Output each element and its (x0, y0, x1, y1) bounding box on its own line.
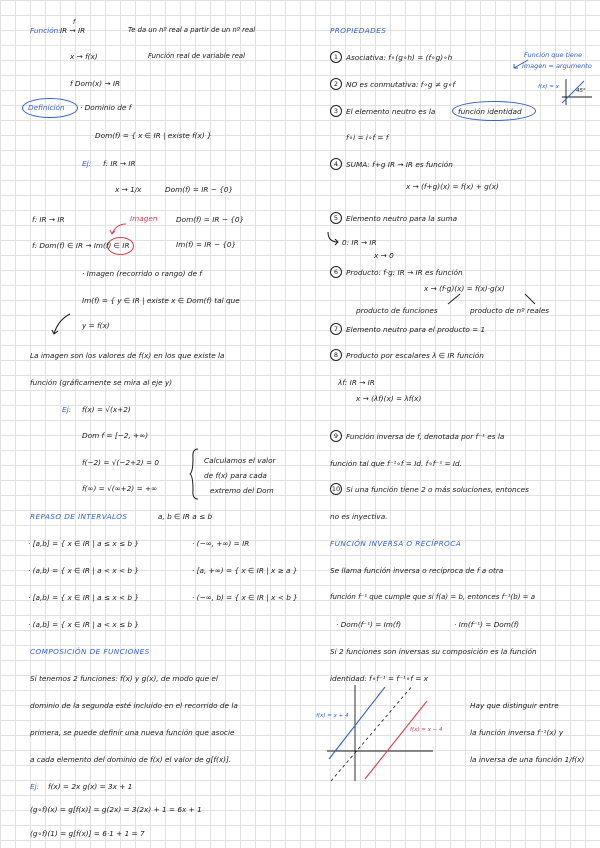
y-eq: y = f(x) (82, 321, 110, 330)
im-def-curved-arrow (50, 312, 72, 336)
circled-number-7: 7 (330, 323, 342, 335)
inversa-text-3: · Dom(f⁻¹) = Im(f) (336, 620, 402, 629)
inversa-text-4: · Im(f⁻¹) = Dom(f) (454, 620, 520, 629)
prop-4-formula: x → (f+g)(x) = f(x) + g(x) (406, 182, 499, 191)
repaso-header: REPASO DE INTERVALOS (30, 512, 128, 521)
imagen-pointer-arrow (108, 222, 128, 236)
inversa-text-2: función f⁻¹ que cumple que si f(a) = b, entonces f⁻¹(b) = a (330, 593, 536, 601)
fx-expr: x → f(x) (70, 52, 98, 61)
inversa-text-1: Se llama función inversa o recíproca de f a otra (330, 566, 504, 575)
inversa-text-6: identidad: f∘f⁻¹ = f⁻¹∘f = x (330, 674, 428, 683)
function-f-over-arrow: f (73, 19, 76, 26)
prop-8-map: λf: IR → IR (338, 378, 375, 387)
composicion-text-3: primera, se puede definir una nueva función que asocie (30, 728, 235, 737)
interval-4: · [a, +∞) = { x ∈ IR | x ≥ a } (192, 566, 298, 575)
prop-1: Asociativa: f∘(g∘h) = (f∘g)∘h (346, 53, 453, 62)
prop-3: El elemento neutro es la (346, 107, 436, 116)
ej3-defs: f(x) = 2x g(x) = 3x + 1 (48, 782, 133, 791)
identity-graph-label: f(x) = x (538, 84, 559, 90)
dom-right1: Dom(f) = IR − {0} (176, 215, 245, 224)
calc-note-1: Calculamos el valor (204, 456, 276, 465)
ej1-rule: x → 1/x (115, 185, 142, 194)
imagen-red-label: Imagen (130, 214, 158, 223)
prop-9-line-2: función tal que f⁻¹∘f = Id. f∘f⁻¹ = Id. (330, 459, 463, 468)
prop-5-map: 0: IR → IR (342, 238, 377, 247)
distinguir-1: Hay que distinguir entre (470, 701, 559, 710)
interval-5: · [a,b) = { x ∈ IR | a ≤ x < b } (28, 593, 139, 602)
ej2-f: f(x) = √(x+2) (82, 405, 131, 414)
inverse-graph-red-label: f(x) = x − 4 (410, 727, 443, 733)
prop-10-line-2: no es inyectiva. (330, 512, 388, 521)
repaso-cond: a, b ∈ IR a ≤ b (158, 512, 213, 521)
propiedades-header: PROPIEDADES (330, 26, 387, 35)
circled-number-9: 9 (330, 430, 342, 442)
prop-6-note-2: producto de nº reales (470, 306, 550, 315)
circled-number-2: 2 (330, 78, 342, 90)
f-ir-ir: f: IR → IR (32, 215, 65, 224)
definicion-label: Definición (28, 103, 65, 112)
funcion-desc: Te da un nº real a partir de un nº real (128, 26, 256, 34)
prop-4: SUMA: f+g IR → IR es función (346, 160, 453, 169)
composicion-text-2: dominio de la segunda esté incluido en el recorrido de la (30, 701, 238, 710)
composicion-header: COMPOSICIÓN DE FUNCIONES (30, 647, 150, 656)
calc-note-3: extremo del Dom (210, 486, 274, 495)
distinguir-2: la función inversa f⁻¹(x) y (470, 728, 564, 737)
ej2-f1: f(−2) = √(−2+2) = 0 (82, 458, 160, 467)
circled-number-5: 5 (330, 212, 342, 224)
funcion-label: Función: (30, 26, 61, 35)
interval-6: · (−∞, b) = { x ∈ IR | x < b } (192, 593, 298, 602)
ej2-dom: Dom f = [−2, +∞) (82, 431, 149, 440)
ej3-line-2: (g∘f)(1) = g[f(x)] = 6·1 + 1 = 7 (30, 829, 145, 838)
dominio-de-f: · Dominio de f (80, 103, 132, 112)
funcion-map: IR → IR (60, 26, 86, 35)
inverse-graph-blue-label: f(x) = x + 4 (316, 713, 349, 719)
calc-brace (190, 448, 200, 500)
prop-6-note-1: producto de funciones (356, 306, 438, 315)
ej1-label: Ej: (82, 159, 92, 168)
prop-2: NO es conmutativa: f∘g ≠ g∘f (346, 80, 456, 89)
ej1-map: f: IR → IR (103, 159, 136, 168)
dom-f: f Dom(x) → IR (70, 79, 121, 88)
identity-graph-angle: 45° (576, 88, 586, 94)
prop-5-arrow (326, 232, 340, 246)
im-def: Im(f) = { y ∈ IR | existe x ∈ Dom(f) tal que (82, 296, 240, 305)
circled-number-8: 8 (330, 349, 342, 361)
circled-number-1: 1 (330, 51, 342, 63)
prop-8-rule: x → (λf)(x) = λf(x) (356, 394, 422, 403)
ej3-line-1: (g∘f)(x) = g[f(x)] = g(2x) = 3(2x) + 1 = 6x + 1 (30, 805, 202, 814)
imagen-text-2: función (gráficamente se mira al eje y) (30, 378, 173, 387)
imagen-text-1: La imagen son los valores de f(x) en los que existe la (30, 351, 225, 360)
im-right: Im(f) = IR − {0} (176, 240, 237, 249)
inversa-text-5: Si 2 funciones son inversas su composición es la función (330, 647, 537, 656)
interval-7: · (a,b] = { x ∈ IR | a < x ≤ b } (28, 620, 139, 629)
ej2-f2: f(∞) = √(∞+2) = +∞ (82, 484, 158, 493)
prop-3-identidad: función identidad (458, 107, 522, 116)
prop-1-note-1: Función que tiene (524, 51, 583, 59)
fx-desc: Función real de variable real (148, 52, 245, 60)
ej2-label: Ej: (62, 405, 72, 414)
circled-number-4: 4 (330, 158, 342, 170)
fdom-map: f: Dom(f) ∈ IR → Im(f) ∈ IR (32, 241, 130, 250)
interval-1: · [a,b] = { x ∈ IR | a ≤ x ≤ b } (28, 539, 139, 548)
prop-3-formula: f∘i = i∘f = f (346, 133, 389, 142)
imagen-item: · Imagen (recorrido o rango) de f (82, 269, 202, 278)
prop-5-rule: x → 0 (374, 251, 394, 260)
circled-number-6: 6 (330, 266, 342, 278)
ej3-label: Ej: (30, 782, 40, 791)
interval-3: · (a,b) = { x ∈ IR | a < x < b } (28, 566, 139, 575)
prop-6-formula: x → (f·g)(x) = f(x)·g(x) (424, 284, 505, 293)
calc-note-2: de f(x) para cada (204, 471, 267, 480)
composicion-text-4: a cada elemento del dominio de f(x) el valor de g[f(x)]. (30, 755, 232, 764)
distinguir-3: la inversa de una función 1/f(x) (470, 755, 585, 764)
note-arrow (510, 58, 530, 72)
prop-5: Elemento neutro para la suma (346, 214, 458, 223)
prop-7: Elemento neutro para el producto = 1 (346, 325, 486, 334)
interval-2: · (−∞, +∞) = IR (192, 539, 250, 548)
prop-9-line-1: Función inversa de f, denotada por f⁻¹ es la (346, 432, 505, 441)
prop-8: Producto por escalares λ ∈ IR función (346, 351, 484, 360)
ej1-dom: Dom(f) = IR − {0} (165, 185, 234, 194)
prop-10-line-1: Si una función tiene 2 o más soluciones, entonces (346, 485, 529, 494)
inversa-header: FUNCIÓN INVERSA O RECÍPROCA (330, 539, 462, 548)
composicion-text-1: Si tenemos 2 funciones: f(x) y g(x), de modo que el (30, 674, 218, 683)
circled-number-3: 3 (330, 105, 342, 117)
prop-1-note-2: imagen = argumento (522, 62, 592, 70)
circled-number-10: 10 (331, 485, 341, 493)
dom-def: Dom(f) = { x ∈ IR | existe f(x) } (95, 131, 212, 140)
prop-6: Producto: f·g: IR → IR es función (346, 268, 463, 277)
